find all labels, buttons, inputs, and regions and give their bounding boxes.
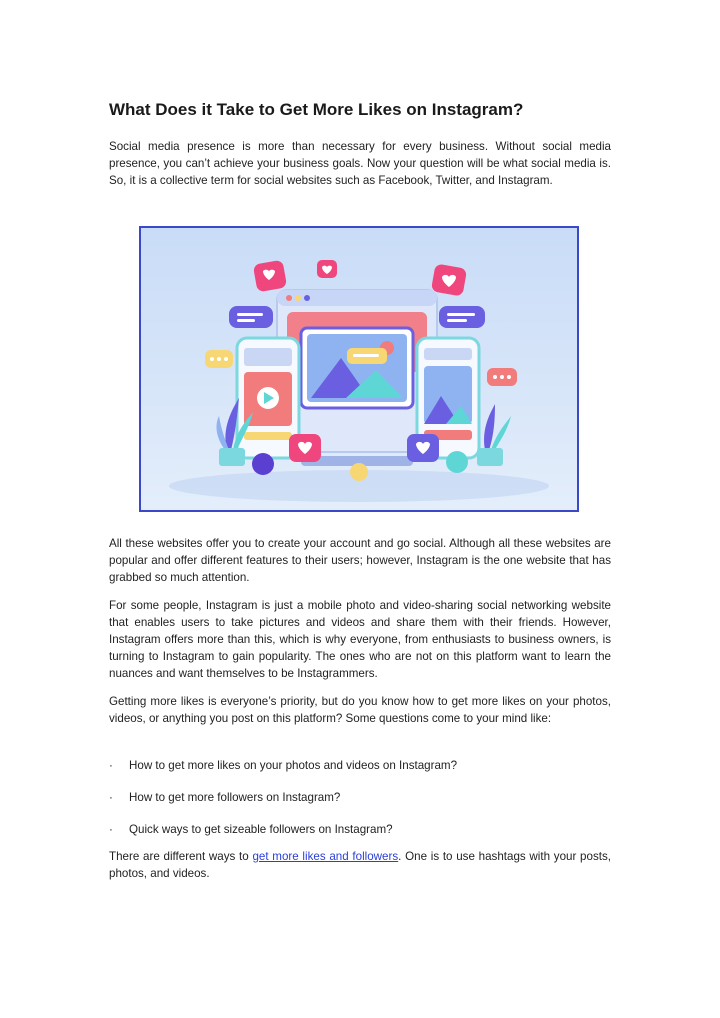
list-item-text: How to get more likes on your photos and videos on Instagram? [129,759,458,772]
decorative-ball [446,451,468,473]
social-media-illustration [139,226,579,512]
bullet-symbol: · [109,791,113,804]
heart-bubble-icon [317,260,337,278]
chat-bubble-icon [229,306,273,328]
decorative-ball [252,453,274,475]
intro-paragraph: Social media presence is more than necessary for every business. Without social media presence, you can’t achieve your business goals. Now your question will be what social media is. So, it is a collective term for social websites such as Facebook, Twitter, and Instagram. [109,140,611,187]
decorative-ball [350,463,368,481]
heart-bubble-icon [431,263,467,296]
closing-text-start: There are different ways to [109,850,253,863]
more-likes-followers-link[interactable]: get more likes and followers [252,850,399,863]
plant-icon [477,404,511,466]
heart-bubble-icon [253,260,287,293]
chat-bubble-icon [439,306,485,328]
heart-bubble-icon [407,434,439,462]
heart-bubble-icon [289,434,321,462]
illustration-svg [141,228,577,510]
closing-paragraph [109,848,611,882]
article-title: What Does it Take to Get More Likes on Instagram? [109,100,524,119]
chat-bubble-icon [347,348,387,364]
image-icon [301,328,413,408]
chat-bubble-icon [205,350,233,368]
list-item-text: How to get more followers on Instagram? [129,791,341,804]
list-item-text: Quick ways to get sizeable followers on Instagram? [129,823,393,836]
closing-text-end: . One is to use hashtags with your posts, photos, and videos. [109,850,611,880]
paragraph-likes: Getting more likes is everyone’s priority, but do you know how to get more likes on your photos, videos, or anything you post on this platform? Some questions come to your mind like: [109,695,611,725]
chat-bubble-icon [487,368,517,386]
paragraph-instagram: For some people, Instagram is just a mobile photo and video-sharing social networking website that enables users to take pictures and videos and share them with their friends. However, Instagram offers more than this, which is why everyone, from enthusiasts to business owners, is turning to Instagram to gain popularity. The ones who are not on this platform want to learn the nuances and want themselves to be Instagrammers. [109,599,611,680]
bullet-symbol: · [109,823,113,836]
paragraph-websites: All these websites offer you to create your account and go social. Although all these websites are popular and offer different features to their users; however, Instagram is the one website that has grabbed so much attention. [109,537,611,584]
bullet-symbol: · [109,759,113,772]
